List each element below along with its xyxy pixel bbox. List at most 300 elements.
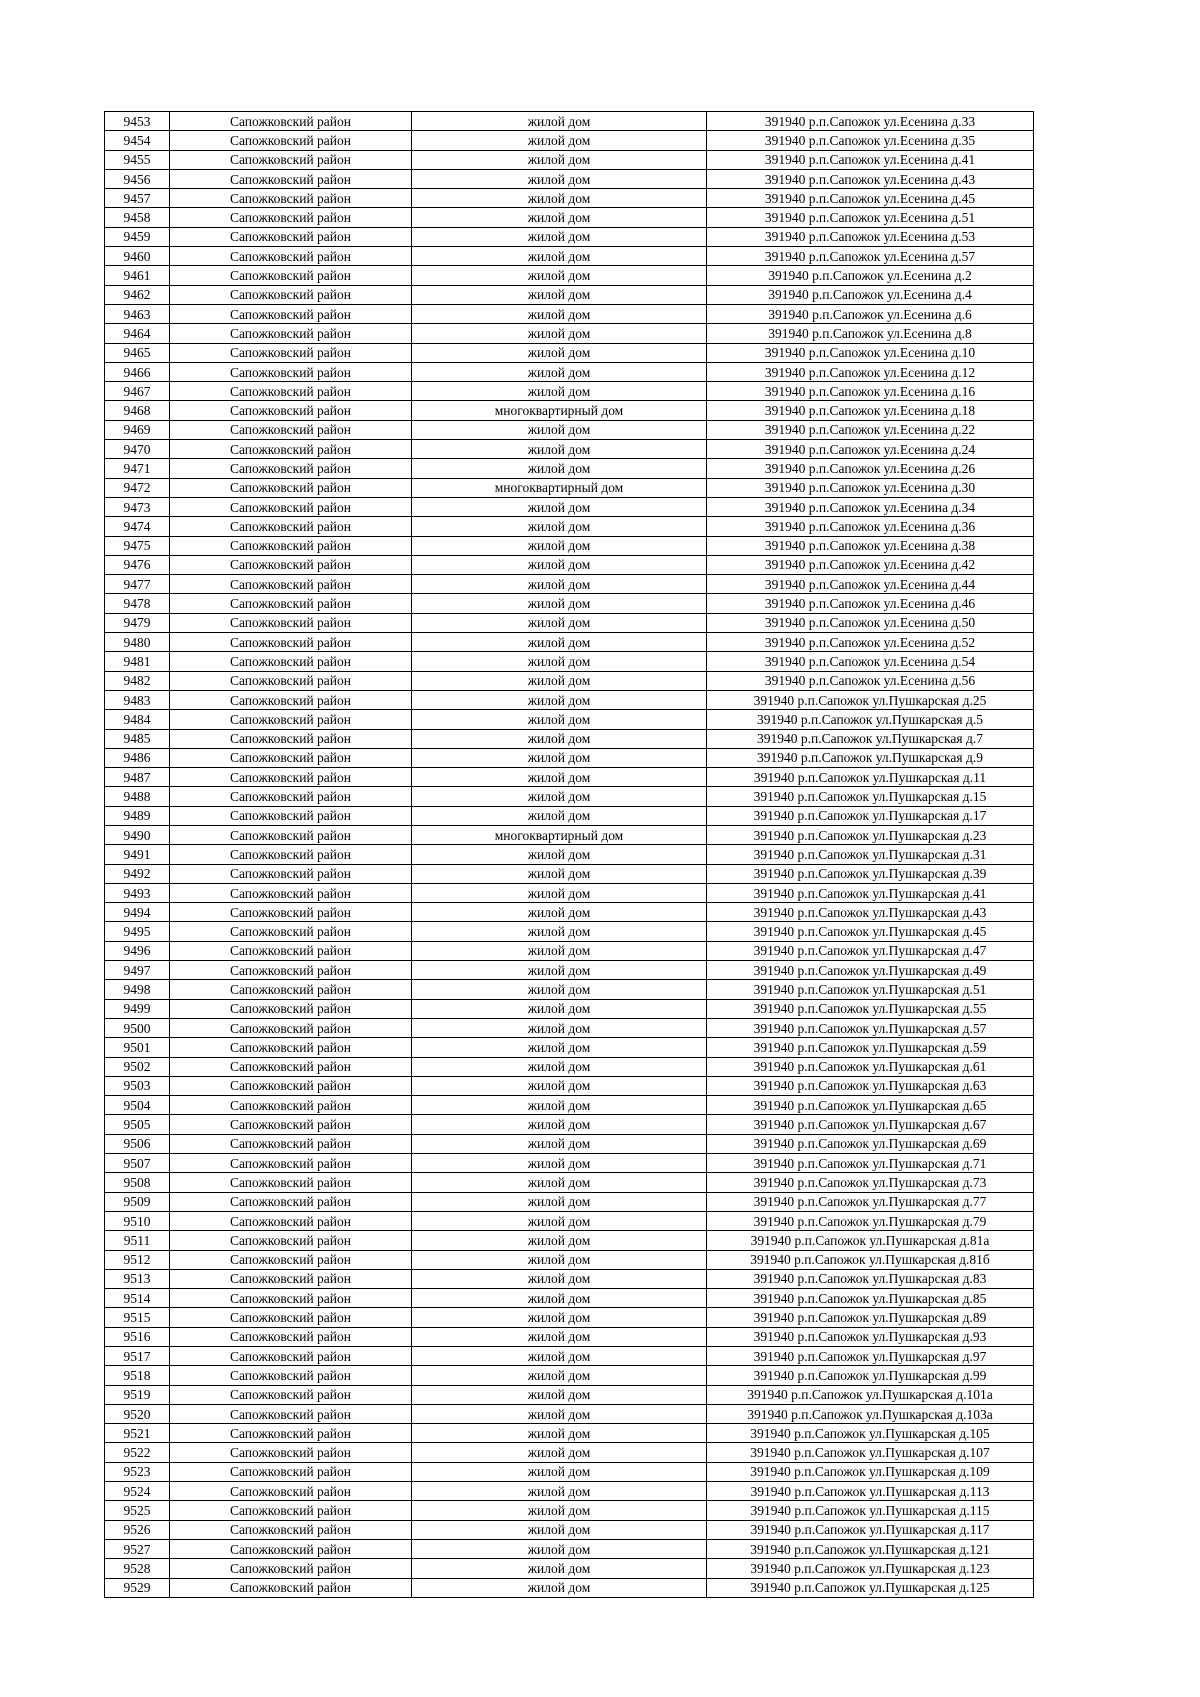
table-row [105,1134,1034,1153]
row-number-cell: 9505 [105,1115,170,1134]
address-cell: 391940 р.п.Сапожок ул.Пушкарская д.63 [707,1076,1034,1095]
table-row [105,555,1034,574]
table-row [105,150,1034,169]
table-row [105,343,1034,362]
address-cell: 391940 р.п.Сапожок ул.Пушкарская д.93 [707,1327,1034,1346]
building-type-cell: жилой дом [412,1404,707,1423]
address-cell: 391940 р.п.Сапожок ул.Есенина д.26 [707,459,1034,478]
table-row [105,227,1034,246]
table-row [105,710,1034,729]
district-cell: Сапожковский район [170,1192,412,1211]
row-number-cell: 9490 [105,825,170,844]
row-number-cell: 9461 [105,266,170,285]
address-cell: 391940 р.п.Сапожок ул.Пушкарская д.103а [707,1404,1034,1423]
address-cell: 391940 р.п.Сапожок ул.Пушкарская д.117 [707,1520,1034,1539]
building-type-cell: жилой дом [412,864,707,883]
table-row [105,941,1034,960]
address-cell: 391940 р.п.Сапожок ул.Пушкарская д.55 [707,999,1034,1018]
building-type-cell: жилой дом [412,1578,707,1597]
table-row [105,671,1034,690]
district-cell: Сапожковский район [170,1424,412,1443]
row-number-cell: 9519 [105,1385,170,1404]
district-cell: Сапожковский район [170,1038,412,1057]
district-cell: Сапожковский район [170,729,412,748]
address-cell: 391940 р.п.Сапожок ул.Есенина д.43 [707,169,1034,188]
district-cell: Сапожковский район [170,613,412,632]
building-type-cell: жилой дом [412,845,707,864]
table-row [105,575,1034,594]
table-row [105,787,1034,806]
building-type-cell: жилой дом [412,536,707,555]
table-row [105,903,1034,922]
row-number-cell: 9458 [105,208,170,227]
row-number-cell: 9504 [105,1096,170,1115]
district-cell: Сапожковский район [170,1134,412,1153]
table-row [105,1404,1034,1423]
table-row [105,1269,1034,1288]
table-row [105,1462,1034,1481]
district-cell: Сапожковский район [170,1501,412,1520]
building-type-cell: жилой дом [412,729,707,748]
address-cell: 391940 р.п.Сапожок ул.Пушкарская д.113 [707,1482,1034,1501]
address-cell: 391940 р.п.Сапожок ул.Есенина д.35 [707,131,1034,150]
row-number-cell: 9475 [105,536,170,555]
table-row [105,1096,1034,1115]
row-number-cell: 9526 [105,1520,170,1539]
building-type-cell: жилой дом [412,633,707,652]
row-number-cell: 9508 [105,1173,170,1192]
address-cell: 391940 р.п.Сапожок ул.Есенина д.51 [707,208,1034,227]
table-row [105,1539,1034,1558]
building-type-cell: жилой дом [412,903,707,922]
row-number-cell: 9471 [105,459,170,478]
table-row [105,652,1034,671]
row-number-cell: 9468 [105,401,170,420]
district-cell: Сапожковский район [170,536,412,555]
district-cell: Сапожковский район [170,594,412,613]
district-cell: Сапожковский район [170,961,412,980]
table-row [105,478,1034,497]
row-number-cell: 9499 [105,999,170,1018]
row-number-cell: 9527 [105,1539,170,1558]
row-number-cell: 9457 [105,189,170,208]
district-cell: Сапожковский район [170,1443,412,1462]
row-number-cell: 9510 [105,1211,170,1230]
address-cell: 391940 р.п.Сапожок ул.Пушкарская д.61 [707,1057,1034,1076]
district-cell: Сапожковский район [170,941,412,960]
building-type-cell: жилой дом [412,768,707,787]
table-row [105,1192,1034,1211]
table-row [105,459,1034,478]
row-number-cell: 9483 [105,690,170,709]
row-number-cell: 9509 [105,1192,170,1211]
table-row [105,382,1034,401]
address-cell: 391940 р.п.Сапожок ул.Пушкарская д.41 [707,883,1034,902]
table-row [105,729,1034,748]
table-row [105,1308,1034,1327]
table-row [105,1038,1034,1057]
table-row [105,768,1034,787]
building-type-cell: жилой дом [412,189,707,208]
row-number-cell: 9498 [105,980,170,999]
building-type-cell: многоквартирный дом [412,401,707,420]
row-number-cell: 9484 [105,710,170,729]
table-row [105,1211,1034,1230]
building-type-cell: жилой дом [412,941,707,960]
building-type-cell: жилой дом [412,343,707,362]
table-row [105,1231,1034,1250]
address-cell: 391940 р.п.Сапожок ул.Пушкарская д.51 [707,980,1034,999]
row-number-cell: 9511 [105,1231,170,1250]
address-cell: 391940 р.п.Сапожок ул.Есенина д.46 [707,594,1034,613]
row-number-cell: 9474 [105,517,170,536]
address-cell: 391940 р.п.Сапожок ул.Есенина д.41 [707,150,1034,169]
row-number-cell: 9465 [105,343,170,362]
district-cell: Сапожковский район [170,208,412,227]
district-cell: Сапожковский район [170,362,412,381]
building-type-cell: жилой дом [412,1539,707,1558]
building-type-cell: жилой дом [412,1501,707,1520]
address-cell: 391940 р.п.Сапожок ул.Пушкарская д.69 [707,1134,1034,1153]
district-cell: Сапожковский район [170,497,412,516]
building-type-cell: жилой дом [412,922,707,941]
building-type-cell: жилой дом [412,1327,707,1346]
building-type-cell: жилой дом [412,575,707,594]
address-cell: 391940 р.п.Сапожок ул.Есенина д.56 [707,671,1034,690]
building-type-cell: жилой дом [412,1443,707,1462]
table-row [105,1250,1034,1269]
district-cell: Сапожковский район [170,922,412,941]
address-cell: 391940 р.п.Сапожок ул.Пушкарская д.7 [707,729,1034,748]
row-number-cell: 9473 [105,497,170,516]
building-type-cell: жилой дом [412,1211,707,1230]
district-cell: Сапожковский район [170,845,412,864]
address-cell: 391940 р.п.Сапожок ул.Есенина д.33 [707,112,1034,131]
district-cell: Сапожковский район [170,401,412,420]
row-number-cell: 9478 [105,594,170,613]
table-row [105,169,1034,188]
district-cell: Сапожковский район [170,343,412,362]
district-cell: Сапожковский район [170,1482,412,1501]
address-cell: 391940 р.п.Сапожок ул.Есенина д.30 [707,478,1034,497]
address-cell: 391940 р.п.Сапожок ул.Пушкарская д.115 [707,1501,1034,1520]
row-number-cell: 9486 [105,748,170,767]
row-number-cell: 9463 [105,304,170,323]
table-row [105,189,1034,208]
building-type-cell: жилой дом [412,787,707,806]
district-cell: Сапожковский район [170,633,412,652]
building-type-cell: жилой дом [412,1559,707,1578]
address-cell: 391940 р.п.Сапожок ул.Пушкарская д.43 [707,903,1034,922]
row-number-cell: 9521 [105,1424,170,1443]
address-cell: 391940 р.п.Сапожок ул.Есенина д.16 [707,382,1034,401]
building-type-cell: жилой дом [412,1462,707,1481]
address-cell: 391940 р.п.Сапожок ул.Пушкарская д.31 [707,845,1034,864]
district-cell: Сапожковский район [170,671,412,690]
district-cell: Сапожковский район [170,459,412,478]
table-row [105,1154,1034,1173]
district-cell: Сапожковский район [170,690,412,709]
building-type-cell: жилой дом [412,517,707,536]
building-type-cell: многоквартирный дом [412,825,707,844]
row-number-cell: 9464 [105,324,170,343]
table-body [105,112,1034,1598]
building-type-cell: жилой дом [412,806,707,825]
address-cell: 391940 р.п.Сапожок ул.Есенина д.50 [707,613,1034,632]
address-cell: 391940 р.п.Сапожок ул.Пушкарская д.81а [707,1231,1034,1250]
address-cell: 391940 р.п.Сапожок ул.Есенина д.52 [707,633,1034,652]
building-type-cell: жилой дом [412,247,707,266]
table-row [105,420,1034,439]
row-number-cell: 9506 [105,1134,170,1153]
row-number-cell: 9487 [105,768,170,787]
building-type-cell: жилой дом [412,1250,707,1269]
address-cell: 391940 р.п.Сапожок ул.Пушкарская д.9 [707,748,1034,767]
building-type-cell: жилой дом [412,382,707,401]
district-cell: Сапожковский район [170,1327,412,1346]
address-cell: 391940 р.п.Сапожок ул.Пушкарская д.45 [707,922,1034,941]
district-cell: Сапожковский район [170,1559,412,1578]
address-cell: 391940 р.п.Сапожок ул.Пушкарская д.109 [707,1462,1034,1481]
table-row [105,1115,1034,1134]
district-cell: Сапожковский район [170,903,412,922]
row-number-cell: 9495 [105,922,170,941]
building-type-cell: жилой дом [412,112,707,131]
building-type-cell: жилой дом [412,227,707,246]
district-cell: Сапожковский район [170,1366,412,1385]
building-type-cell: жилой дом [412,1366,707,1385]
row-number-cell: 9462 [105,285,170,304]
district-cell: Сапожковский район [170,112,412,131]
district-cell: Сапожковский район [170,1057,412,1076]
address-cell: 391940 р.п.Сапожок ул.Пушкарская д.101а [707,1385,1034,1404]
district-cell: Сапожковский район [170,247,412,266]
district-cell: Сапожковский район [170,980,412,999]
building-type-cell: жилой дом [412,652,707,671]
address-cell: 391940 р.п.Сапожок ул.Есенина д.6 [707,304,1034,323]
district-cell: Сапожковский район [170,883,412,902]
address-cell: 391940 р.п.Сапожок ул.Пушкарская д.79 [707,1211,1034,1230]
address-cell: 391940 р.п.Сапожок ул.Пушкарская д.89 [707,1308,1034,1327]
row-number-cell: 9455 [105,150,170,169]
row-number-cell: 9481 [105,652,170,671]
building-type-cell: жилой дом [412,169,707,188]
table-row [105,1578,1034,1597]
district-cell: Сапожковский район [170,825,412,844]
building-type-cell: жилой дом [412,883,707,902]
building-type-cell: жилой дом [412,150,707,169]
row-number-cell: 9501 [105,1038,170,1057]
row-number-cell: 9500 [105,1018,170,1037]
address-cell: 391940 р.п.Сапожок ул.Есенина д.4 [707,285,1034,304]
row-number-cell: 9518 [105,1366,170,1385]
district-cell: Сапожковский район [170,1250,412,1269]
district-cell: Сапожковский район [170,478,412,497]
building-type-cell: жилой дом [412,1308,707,1327]
address-cell: 391940 р.п.Сапожок ул.Пушкарская д.67 [707,1115,1034,1134]
table-row [105,594,1034,613]
row-number-cell: 9488 [105,787,170,806]
district-cell: Сапожковский район [170,266,412,285]
district-cell: Сапожковский район [170,555,412,574]
district-cell: Сапожковский район [170,768,412,787]
table-row [105,266,1034,285]
row-number-cell: 9523 [105,1462,170,1481]
district-cell: Сапожковский район [170,1308,412,1327]
district-cell: Сапожковский район [170,575,412,594]
table-row [105,1501,1034,1520]
building-type-cell: жилой дом [412,324,707,343]
building-type-cell: жилой дом [412,1231,707,1250]
building-type-cell: жилой дом [412,1347,707,1366]
address-cell: 391940 р.п.Сапожок ул.Пушкарская д.107 [707,1443,1034,1462]
address-cell: 391940 р.п.Сапожок ул.Есенина д.8 [707,324,1034,343]
district-cell: Сапожковский район [170,440,412,459]
table-row [105,1076,1034,1095]
table-row [105,1424,1034,1443]
address-cell: 391940 р.п.Сапожок ул.Пушкарская д.99 [707,1366,1034,1385]
district-cell: Сапожковский район [170,1154,412,1173]
district-cell: Сапожковский район [170,227,412,246]
row-number-cell: 9496 [105,941,170,960]
building-type-cell: жилой дом [412,980,707,999]
building-type-cell: жилой дом [412,961,707,980]
address-cell: 391940 р.п.Сапожок ул.Пушкарская д.5 [707,710,1034,729]
row-number-cell: 9493 [105,883,170,902]
row-number-cell: 9480 [105,633,170,652]
district-cell: Сапожковский район [170,1539,412,1558]
row-number-cell: 9497 [105,961,170,980]
district-cell: Сапожковский район [170,1289,412,1308]
building-type-cell: жилой дом [412,1173,707,1192]
district-cell: Сапожковский район [170,652,412,671]
table-row [105,247,1034,266]
address-cell: 391940 р.п.Сапожок ул.Пушкарская д.121 [707,1539,1034,1558]
address-cell: 391940 р.п.Сапожок ул.Есенина д.42 [707,555,1034,574]
row-number-cell: 9507 [105,1154,170,1173]
row-number-cell: 9515 [105,1308,170,1327]
row-number-cell: 9525 [105,1501,170,1520]
address-cell: 391940 р.п.Сапожок ул.Пушкарская д.105 [707,1424,1034,1443]
row-number-cell: 9479 [105,613,170,632]
address-cell: 391940 р.п.Сапожок ул.Есенина д.36 [707,517,1034,536]
table-row [105,864,1034,883]
district-cell: Сапожковский район [170,1211,412,1230]
address-cell: 391940 р.п.Сапожок ул.Пушкарская д.49 [707,961,1034,980]
address-cell: 391940 р.п.Сапожок ул.Пушкарская д.59 [707,1038,1034,1057]
address-cell: 391940 р.п.Сапожок ул.Пушкарская д.25 [707,690,1034,709]
building-type-cell: жилой дом [412,555,707,574]
table-row [105,633,1034,652]
row-number-cell: 9491 [105,845,170,864]
building-type-cell: жилой дом [412,459,707,478]
address-cell: 391940 р.п.Сапожок ул.Пушкарская д.39 [707,864,1034,883]
district-cell: Сапожковский район [170,864,412,883]
district-cell: Сапожковский район [170,382,412,401]
building-type-cell: жилой дом [412,1385,707,1404]
district-cell: Сапожковский район [170,1018,412,1037]
building-type-cell: жилой дом [412,131,707,150]
table-row [105,999,1034,1018]
address-cell: 391940 р.п.Сапожок ул.Пушкарская д.77 [707,1192,1034,1211]
building-type-cell: жилой дом [412,594,707,613]
district-cell: Сапожковский район [170,285,412,304]
address-cell: 391940 р.п.Сапожок ул.Есенина д.22 [707,420,1034,439]
district-cell: Сапожковский район [170,131,412,150]
table-row [105,883,1034,902]
address-cell: 391940 р.п.Сапожок ул.Есенина д.54 [707,652,1034,671]
district-cell: Сапожковский район [170,189,412,208]
address-cell: 391940 р.п.Сапожок ул.Пушкарская д.11 [707,768,1034,787]
table-row [105,1057,1034,1076]
district-cell: Сапожковский район [170,999,412,1018]
building-type-cell: жилой дом [412,1482,707,1501]
row-number-cell: 9489 [105,806,170,825]
building-type-cell: жилой дом [412,1018,707,1037]
table-row [105,112,1034,131]
address-cell: 391940 р.п.Сапожок ул.Пушкарская д.85 [707,1289,1034,1308]
row-number-cell: 9517 [105,1347,170,1366]
address-cell: 391940 р.п.Сапожок ул.Есенина д.45 [707,189,1034,208]
building-type-cell: жилой дом [412,1115,707,1134]
building-type-cell: жилой дом [412,208,707,227]
address-cell: 391940 р.п.Сапожок ул.Пушкарская д.125 [707,1578,1034,1597]
building-type-cell: жилой дом [412,420,707,439]
row-number-cell: 9494 [105,903,170,922]
address-cell: 391940 р.п.Сапожок ул.Есенина д.38 [707,536,1034,555]
district-cell: Сапожковский район [170,1173,412,1192]
district-cell: Сапожковский район [170,304,412,323]
table-row [105,1482,1034,1501]
table-row [105,1520,1034,1539]
district-cell: Сапожковский район [170,1578,412,1597]
table-row [105,1173,1034,1192]
district-cell: Сапожковский район [170,1520,412,1539]
building-type-cell: жилой дом [412,304,707,323]
address-cell: 391940 р.п.Сапожок ул.Есенина д.18 [707,401,1034,420]
address-cell: 391940 р.п.Сапожок ул.Пушкарская д.123 [707,1559,1034,1578]
address-cell: 391940 р.п.Сапожок ул.Пушкарская д.23 [707,825,1034,844]
table-row [105,401,1034,420]
district-cell: Сапожковский район [170,1269,412,1288]
building-type-cell: жилой дом [412,710,707,729]
table-row [105,497,1034,516]
table-row [105,806,1034,825]
address-cell: 391940 р.п.Сапожок ул.Пушкарская д.81б [707,1250,1034,1269]
row-number-cell: 9456 [105,169,170,188]
building-type-cell: жилой дом [412,1076,707,1095]
table-row [105,1289,1034,1308]
row-number-cell: 9482 [105,671,170,690]
row-number-cell: 9477 [105,575,170,594]
table-row [105,1385,1034,1404]
building-type-cell: жилой дом [412,1289,707,1308]
address-cell: 391940 р.п.Сапожок ул.Пушкарская д.47 [707,941,1034,960]
address-cell: 391940 р.п.Сапожок ул.Есенина д.12 [707,362,1034,381]
district-cell: Сапожковский район [170,748,412,767]
building-type-cell: многоквартирный дом [412,478,707,497]
row-number-cell: 9524 [105,1482,170,1501]
row-number-cell: 9485 [105,729,170,748]
district-cell: Сапожковский район [170,169,412,188]
table-row [105,1327,1034,1346]
table-row [105,690,1034,709]
table-row [105,304,1034,323]
table-row [105,922,1034,941]
building-type-cell: жилой дом [412,497,707,516]
row-number-cell: 9460 [105,247,170,266]
building-type-cell: жилой дом [412,1038,707,1057]
